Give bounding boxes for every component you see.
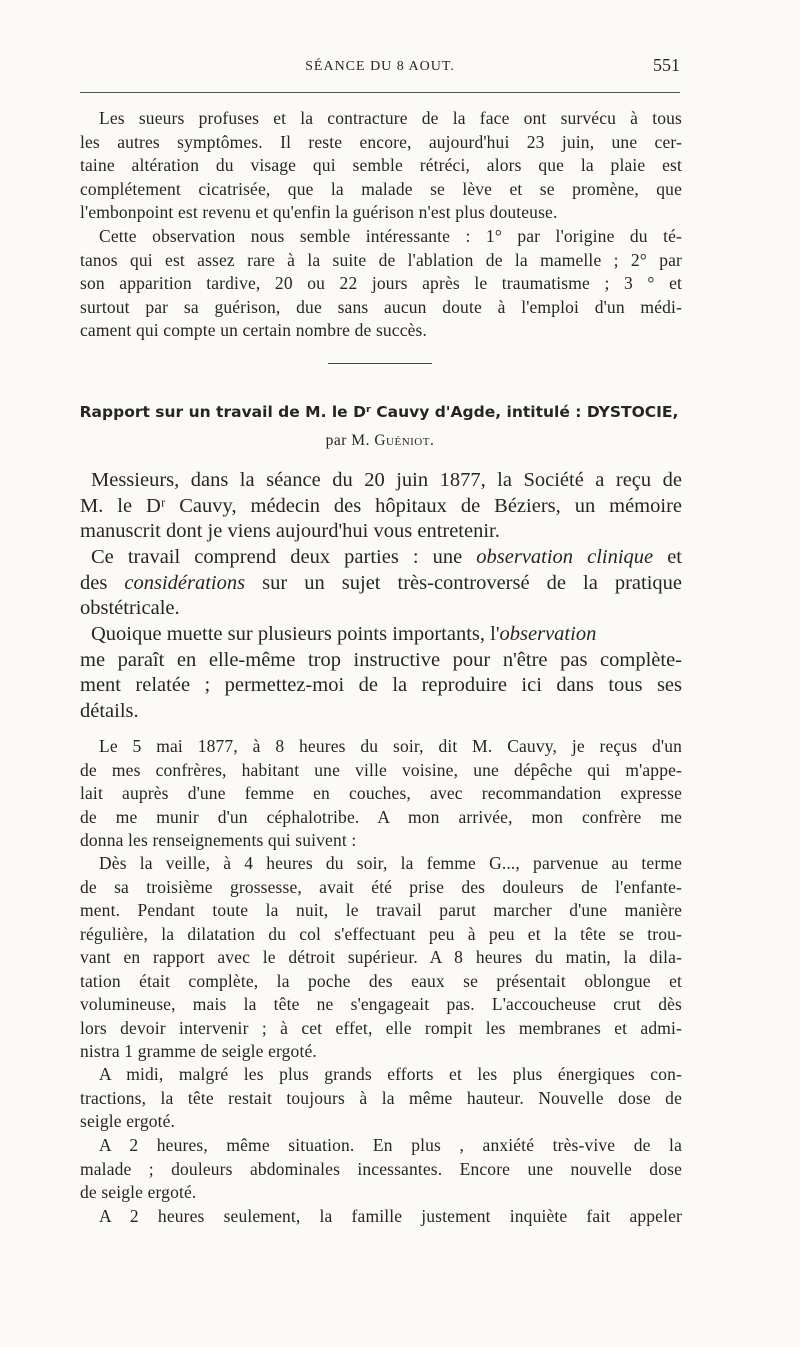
running-title: SÉANCE DU 8 AOUT. xyxy=(305,59,455,74)
text-line: détails. xyxy=(80,699,139,722)
text-line: malade ; douleurs abdominales incessantes. Encore une nouvelle dose xyxy=(80,1158,682,1179)
text-run: sur un sujet très-controversé de la pratique xyxy=(245,571,682,594)
text-line: M. le Dʳ Cauvy, médecin des hôpitaux de Béziers, un mémoire xyxy=(80,494,682,517)
text-line: me paraît en elle-même trop instructive pour n'être pas complète- xyxy=(80,648,682,671)
text-line: donna les renseignements qui suivent : xyxy=(80,830,357,850)
text-line: Dès la veille, à 4 heures du soir, la femme G..., parvenue au terme xyxy=(99,853,682,873)
text-line: Le 5 mai 1877, à 8 heures du soir, dit M. Cauvy, je reçus d'un xyxy=(99,736,682,756)
text-line: son apparition tardive, 20 ou 22 jours après le traumatisme ; 3 ° et xyxy=(80,273,682,293)
text-line: de seigle ergoté. xyxy=(80,1182,197,1202)
text-line: de sa troisième grossesse, avait été prise des douleurs de l'enfante- xyxy=(80,876,682,897)
text-line: complétement cicatrisée, que la malade se lève et se promène, que xyxy=(80,178,682,199)
text-line: tanos qui est assez rare à la suite de l'ablation de la mamelle ; 2° par xyxy=(80,249,682,270)
text-run: des xyxy=(80,571,125,594)
text-line: manuscrit dont je viens aujourd'hui vous entretenir. xyxy=(80,520,500,542)
text-line: volumineuse, mais la tête ne s'engageait pas. L'accoucheuse crut dès xyxy=(80,994,682,1014)
text-line: régulière, la dilatation du col s'effectuant peu à peu et la tête se trou- xyxy=(80,923,682,944)
text-line: de me munir d'un céphalotribe. A mon arrivée, mon confrère me xyxy=(80,806,682,827)
text-line: les autres symptômes. Il reste encore, aujourd'hui 23 juin, une cer- xyxy=(80,131,682,152)
text-line: tation était complète, la poche des eaux se présentait oblongue et xyxy=(80,970,682,991)
text-line: lors devoir intervenir ; à cet effet, elle rompit les membranes et admi- xyxy=(80,1017,682,1038)
text-line: Les sueurs profuses et la contracture de la face ont survécu à tous xyxy=(99,108,682,128)
running-header xyxy=(80,55,680,81)
previous-paragraph-1 xyxy=(80,107,682,225)
report-title: Rapport sur un travail de M. le Dʳ Cauvy d'Agde, intitulé : DYSTOCIE, xyxy=(79,403,679,421)
text-line: A 2 heures, même situation. En plus , anxiété très-vive de la xyxy=(99,1135,682,1155)
report-author xyxy=(80,432,680,450)
text-line: A 2 heures seulement, la famille justement inquiète fait appeler xyxy=(99,1206,682,1226)
text-line: Messieurs, dans la séance du 20 juin 1877, la Société a reçu de xyxy=(91,469,682,491)
intro-paragraph-1 xyxy=(80,468,682,545)
text-line: nistra 1 gramme de seigle ergoté. xyxy=(80,1041,317,1061)
observation-paragraph-3 xyxy=(80,1063,682,1134)
text-line: vant en rapport avec le détroit supérieur. A 8 heures du matin, la dila- xyxy=(80,947,682,967)
observation-paragraph-1 xyxy=(80,735,682,853)
observation-paragraph-2 xyxy=(80,852,682,1064)
author-name: Guéniot. xyxy=(374,432,435,449)
text-line: A midi, malgré les plus grands efforts et les plus énergiques con- xyxy=(99,1064,682,1084)
text-line: taine altération du visage qui semble rétréci, alors que la plaie est xyxy=(80,155,682,175)
text-line: seigle ergoté. xyxy=(80,1111,176,1131)
section-separator xyxy=(328,363,432,364)
page-number: 551 xyxy=(653,55,680,75)
text-line: tractions, la tête restait toujours à la même hauteur. Nouvelle dose de xyxy=(80,1087,682,1108)
italic-term: observation xyxy=(499,623,597,645)
text-line: cament qui compte un certain nombre de succès. xyxy=(80,320,428,340)
text-line xyxy=(80,571,682,597)
text-line xyxy=(80,622,682,648)
text-line: obstétricale. xyxy=(80,597,180,619)
text-run: Quoique muette sur plusieurs points importants, l' xyxy=(91,623,500,645)
text-line: l'embonpoint est revenu et qu'enfin la guérison n'est plus douteuse. xyxy=(80,202,558,222)
italic-term: observation clinique xyxy=(476,546,654,568)
text-line: lait auprès d'une femme en couches, avec recommandation expresse xyxy=(80,783,682,803)
observation-paragraph-4 xyxy=(80,1134,682,1205)
text-run: et xyxy=(653,546,683,568)
previous-paragraph-2 xyxy=(80,225,682,343)
text-line: surtout par sa guérison, due sans aucun doute à l'emploi d'un médi- xyxy=(80,296,682,317)
text-line: de mes confrères, habitant une ville voisine, une dépêche qui m'appe- xyxy=(80,759,682,780)
header-rule xyxy=(80,92,680,93)
text-run: Ce travail comprend deux parties : une xyxy=(91,546,477,568)
author-prefix: par M. xyxy=(325,432,370,449)
text-line xyxy=(80,545,682,571)
observation-paragraph-5 xyxy=(80,1205,682,1229)
intro-paragraph-2 xyxy=(80,545,682,622)
intro-paragraph-3 xyxy=(80,622,682,724)
text-line: Cette observation nous semble intéressante : 1° par l'origine du té- xyxy=(99,226,682,246)
text-line: ment. Pendant toute la nuit, le travail parut marcher d'une manière xyxy=(80,900,682,920)
text-line: ment relatée ; permettez-moi de la reproduire ici dans tous ses xyxy=(80,674,682,696)
italic-term: considérations xyxy=(124,571,246,594)
